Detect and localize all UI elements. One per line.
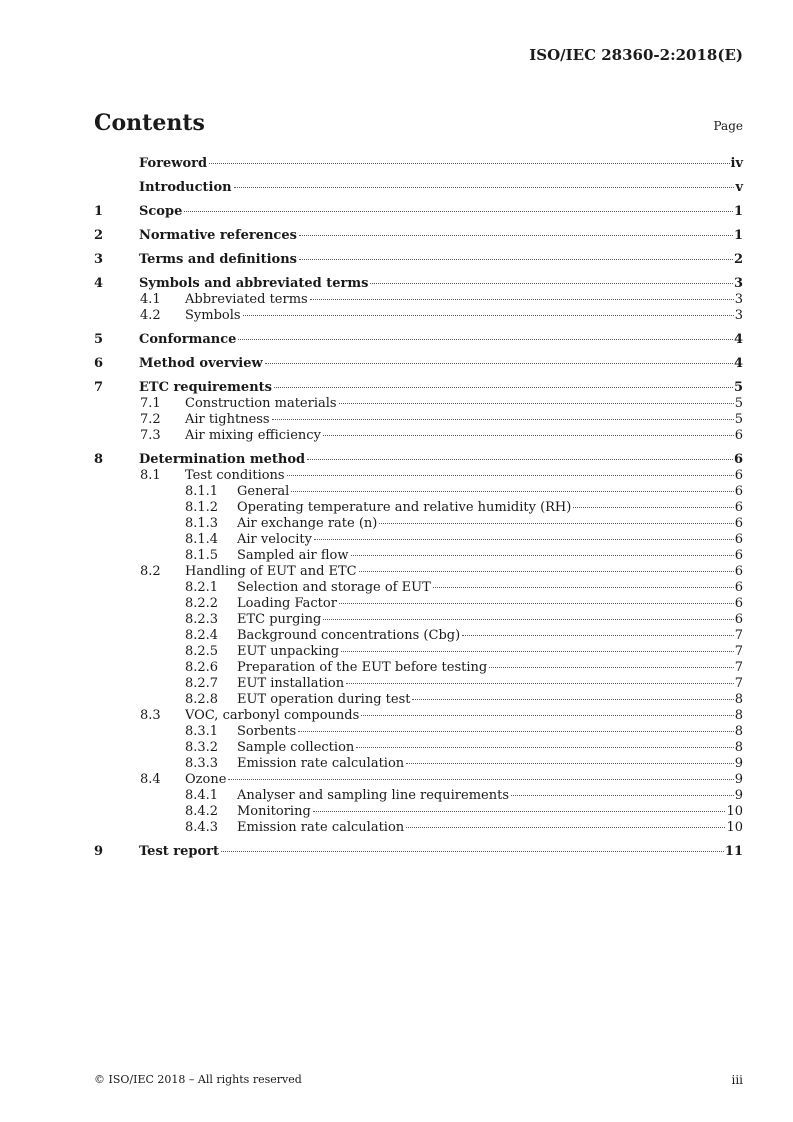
toc-entry-number: 1	[94, 204, 104, 219]
toc-entry-number: 8.2.2	[185, 596, 219, 611]
toc-dot-leader	[184, 211, 733, 212]
toc-entry-page: 9	[734, 788, 743, 803]
toc-entry-number: 8.4.3	[185, 820, 219, 835]
toc-entry[interactable]	[94, 180, 743, 196]
toc-dot-leader	[291, 491, 733, 492]
toc-entry[interactable]	[94, 724, 743, 740]
toc-entry-number: 8.1.3	[185, 516, 219, 531]
toc-entry-number: 6	[94, 356, 104, 371]
toc-entry-page: 9	[734, 756, 743, 771]
toc-entry[interactable]	[94, 772, 743, 788]
toc-entry-page: 2	[733, 252, 743, 267]
toc-entry-title: ETC purging	[237, 612, 322, 627]
toc-entry-page: 5	[734, 412, 743, 427]
toc-entry-page: 8	[734, 692, 743, 707]
toc-entry-title: Symbols	[185, 308, 241, 323]
toc-entry-number: 7	[94, 380, 104, 395]
toc-dot-leader	[274, 387, 733, 388]
toc-entry-number: 8.1.5	[185, 548, 219, 563]
toc-entry-page: 6	[734, 580, 743, 595]
toc-entry-title: Loading Factor	[237, 596, 337, 611]
toc-entry-title: Construction materials	[185, 396, 337, 411]
toc-entry-number: 8	[94, 452, 104, 467]
toc-entry-number: 3	[94, 252, 104, 267]
toc-entry[interactable]	[94, 644, 743, 660]
toc-entry-title: Method overview	[139, 356, 263, 371]
toc-entry-page: 6	[734, 564, 743, 579]
toc-entry[interactable]	[94, 468, 743, 484]
toc-entry-page: 8	[734, 708, 743, 723]
toc-entry-page: 6	[734, 500, 743, 515]
toc-entry-title: Terms and definitions	[139, 252, 297, 267]
toc-entry-page: 3	[734, 308, 743, 323]
toc-entry-title: Introduction	[139, 180, 232, 195]
toc-entry-number: 8.1.1	[185, 484, 219, 499]
toc-dot-leader	[209, 163, 729, 164]
toc-entry[interactable]	[94, 612, 743, 628]
toc-entry-page: 8	[734, 740, 743, 755]
toc-entry[interactable]	[94, 276, 743, 292]
toc-entry-page: 6	[734, 428, 743, 443]
toc-entry-number: 4	[94, 276, 104, 291]
toc-entry-number: 8.3.2	[185, 740, 219, 755]
toc-entry-page: 8	[734, 724, 743, 739]
toc-entry[interactable]	[94, 380, 743, 396]
toc-entry-title: Monitoring	[237, 804, 311, 819]
toc-entry-number: 8.2.5	[185, 644, 219, 659]
toc-entry-page: v	[735, 180, 743, 195]
toc-entry[interactable]	[94, 740, 743, 756]
toc-entry-page: 3	[733, 276, 743, 291]
toc-entry-page: 1	[733, 204, 743, 219]
table-of-contents	[94, 156, 743, 860]
toc-entry-page: 1	[733, 228, 743, 243]
toc-dot-leader	[573, 507, 733, 508]
toc-entry-number: 8.3.3	[185, 756, 219, 771]
toc-entry[interactable]	[94, 332, 743, 348]
toc-entry-number: 7.3	[140, 428, 161, 443]
toc-entry-page: 4	[733, 356, 743, 371]
toc-entry-number: 2	[94, 228, 104, 243]
toc-entry-title: Background concentrations (Cbg)	[237, 628, 461, 643]
toc-entry[interactable]	[94, 356, 743, 372]
toc-dot-leader	[228, 779, 733, 780]
toc-entry-title: Sampled air flow	[237, 548, 349, 563]
toc-entry[interactable]	[94, 252, 743, 268]
toc-entry-page: 6	[734, 612, 743, 627]
toc-dot-leader	[339, 603, 734, 604]
toc-entry-page: 9	[734, 772, 743, 787]
toc-entry[interactable]	[94, 788, 743, 804]
toc-dot-leader	[341, 651, 734, 652]
toc-dot-leader	[433, 587, 734, 588]
toc-dot-leader	[356, 747, 733, 748]
toc-entry-number: 8.2	[140, 564, 161, 579]
toc-entry-title: EUT operation during test	[237, 692, 411, 707]
toc-entry-title: Scope	[139, 204, 183, 219]
toc-entry-page: 6	[734, 484, 743, 499]
toc-entry-title: Normative references	[139, 228, 297, 243]
toc-entry-title: Emission rate calculation	[237, 756, 405, 771]
toc-entry-number: 8.2.4	[185, 628, 219, 643]
toc-entry-page: 6	[734, 596, 743, 611]
toc-entry-title: Determination method	[139, 452, 306, 467]
toc-dot-leader	[243, 315, 734, 316]
toc-entry-page: 4	[733, 332, 743, 347]
toc-entry[interactable]	[94, 308, 743, 324]
toc-dot-leader	[265, 363, 733, 364]
toc-entry-title: Air exchange rate (n)	[237, 516, 378, 531]
toc-entry[interactable]	[94, 428, 743, 444]
toc-entry[interactable]	[94, 516, 743, 532]
toc-entry-page: iv	[730, 156, 743, 171]
toc-entry[interactable]	[94, 628, 743, 644]
toc-entry[interactable]	[94, 756, 743, 772]
toc-dot-leader	[310, 299, 734, 300]
toc-entry-number: 8.3.1	[185, 724, 219, 739]
toc-dot-leader	[307, 459, 733, 460]
footer-page-number: iii	[731, 1073, 743, 1087]
toc-entry-title: Test conditions	[185, 468, 285, 483]
toc-entry-page: 6	[734, 532, 743, 547]
toc-entry[interactable]	[94, 820, 743, 836]
toc-entry-title: ETC requirements	[139, 380, 272, 395]
toc-entry-page: 5	[733, 380, 743, 395]
toc-entry-number: 8.2.3	[185, 612, 219, 627]
toc-entry-number: 8.3	[140, 708, 161, 723]
toc-entry-page: 7	[734, 628, 743, 643]
toc-entry-number: 8.1.2	[185, 500, 219, 515]
toc-entry-number: 8.2.1	[185, 580, 219, 595]
toc-entry[interactable]	[94, 580, 743, 596]
toc-entry-number: 8.1	[140, 468, 161, 483]
toc-entry-number: 8.4.1	[185, 788, 219, 803]
toc-entry-number: 8.1.4	[185, 532, 219, 547]
toc-entry-page: 7	[734, 660, 743, 675]
toc-entry-page: 6	[734, 468, 743, 483]
toc-dot-leader	[412, 699, 733, 700]
toc-dot-leader	[234, 187, 735, 188]
toc-entry-page: 6	[733, 452, 743, 467]
toc-entry[interactable]	[94, 292, 743, 308]
contents-header	[94, 110, 743, 140]
toc-dot-leader	[379, 523, 733, 524]
toc-entry-title: Symbols and abbreviated terms	[139, 276, 369, 291]
toc-entry[interactable]	[94, 548, 743, 564]
toc-dot-leader	[298, 731, 733, 732]
toc-entry-number: 4.1	[140, 292, 161, 307]
toc-dot-leader	[339, 403, 734, 404]
toc-dot-leader	[489, 667, 734, 668]
toc-entry[interactable]	[94, 452, 743, 468]
toc-entry[interactable]	[94, 396, 743, 412]
toc-entry-title: Ozone	[185, 772, 227, 787]
toc-entry[interactable]	[94, 484, 743, 500]
toc-entry[interactable]	[94, 596, 743, 612]
toc-dot-leader	[272, 419, 734, 420]
toc-entry[interactable]	[94, 676, 743, 692]
toc-entry[interactable]	[94, 500, 743, 516]
toc-entry-title: Emission rate calculation	[237, 820, 405, 835]
toc-entry[interactable]	[94, 564, 743, 580]
toc-dot-leader	[323, 619, 733, 620]
toc-entry-number: 8.2.7	[185, 676, 219, 691]
toc-entry-page: 10	[726, 820, 743, 835]
toc-entry-number: 8.4	[140, 772, 161, 787]
toc-entry[interactable]	[94, 660, 743, 676]
toc-entry[interactable]	[94, 204, 743, 220]
toc-dot-leader	[406, 827, 725, 828]
toc-dot-leader	[361, 715, 733, 716]
toc-dot-leader	[462, 635, 734, 636]
page-column-label: Page	[713, 119, 743, 133]
toc-entry-number: 8.2.6	[185, 660, 219, 675]
toc-dot-leader	[359, 571, 734, 572]
toc-entry-title: Conformance	[139, 332, 237, 347]
toc-entry-title: Analyser and sampling line requirements	[237, 788, 509, 803]
toc-dot-leader	[299, 235, 733, 236]
toc-entry[interactable]	[94, 156, 743, 172]
toc-entry[interactable]	[94, 804, 743, 820]
toc-entry-title: Sample collection	[237, 740, 355, 755]
footer-copyright: © ISO/IEC 2018 – All rights reserved	[94, 1073, 302, 1086]
toc-entry-title: EUT installation	[237, 676, 345, 691]
toc-dot-leader	[299, 259, 733, 260]
toc-entry-title: Abbreviated terms	[185, 292, 308, 307]
toc-dot-leader	[221, 851, 724, 852]
toc-dot-leader	[314, 539, 734, 540]
contents-title: Contents	[94, 110, 205, 136]
toc-entry-title: Foreword	[139, 156, 208, 171]
toc-dot-leader	[287, 475, 734, 476]
toc-entry[interactable]	[94, 532, 743, 548]
toc-entry-number: 8.4.2	[185, 804, 219, 819]
toc-entry-number: 8.2.8	[185, 692, 219, 707]
toc-entry-title: VOC, carbonyl compounds	[185, 708, 360, 723]
toc-dot-leader	[313, 811, 726, 812]
toc-entry-page: 5	[734, 396, 743, 411]
toc-entry-title: Preparation of the EUT before testing	[237, 660, 488, 675]
document-id: ISO/IEC 28360-2:2018(E)	[529, 46, 743, 64]
toc-entry-title: Operating temperature and relative humidity (RH)	[237, 500, 572, 515]
toc-entry-number: 9	[94, 844, 104, 859]
toc-entry-title: Sorbents	[237, 724, 297, 739]
toc-dot-leader	[238, 339, 733, 340]
toc-entry-page: 6	[734, 548, 743, 563]
toc-entry[interactable]	[94, 412, 743, 428]
toc-entry-page: 3	[734, 292, 743, 307]
toc-entry-page: 6	[734, 516, 743, 531]
toc-entry-page: 11	[724, 844, 743, 859]
toc-dot-leader	[351, 555, 734, 556]
toc-entry-number: 4.2	[140, 308, 161, 323]
toc-entry-number: 7.1	[140, 396, 161, 411]
toc-entry-page: 10	[726, 804, 743, 819]
toc-dot-leader	[370, 283, 732, 284]
toc-entry-title: Handling of EUT and ETC	[185, 564, 357, 579]
toc-entry[interactable]	[94, 228, 743, 244]
toc-entry-number: 5	[94, 332, 104, 347]
toc-dot-leader	[346, 683, 734, 684]
toc-dot-leader	[406, 763, 734, 764]
toc-entry[interactable]	[94, 708, 743, 724]
toc-entry-title: Air mixing efficiency	[185, 428, 321, 443]
toc-entry-title: EUT unpacking	[237, 644, 340, 659]
toc-entry-title: Selection and storage of EUT	[237, 580, 431, 595]
toc-dot-leader	[323, 435, 734, 436]
toc-entry[interactable]	[94, 844, 743, 860]
toc-entry[interactable]	[94, 692, 743, 708]
toc-entry-title: Air tightness	[185, 412, 270, 427]
toc-entry-title: Air velocity	[237, 532, 312, 547]
toc-entry-page: 7	[734, 676, 743, 691]
toc-entry-page: 7	[734, 644, 743, 659]
toc-dot-leader	[511, 795, 734, 796]
toc-entry-number: 7.2	[140, 412, 161, 427]
toc-entry-title: General	[237, 484, 290, 499]
toc-entry-title: Test report	[139, 844, 220, 859]
